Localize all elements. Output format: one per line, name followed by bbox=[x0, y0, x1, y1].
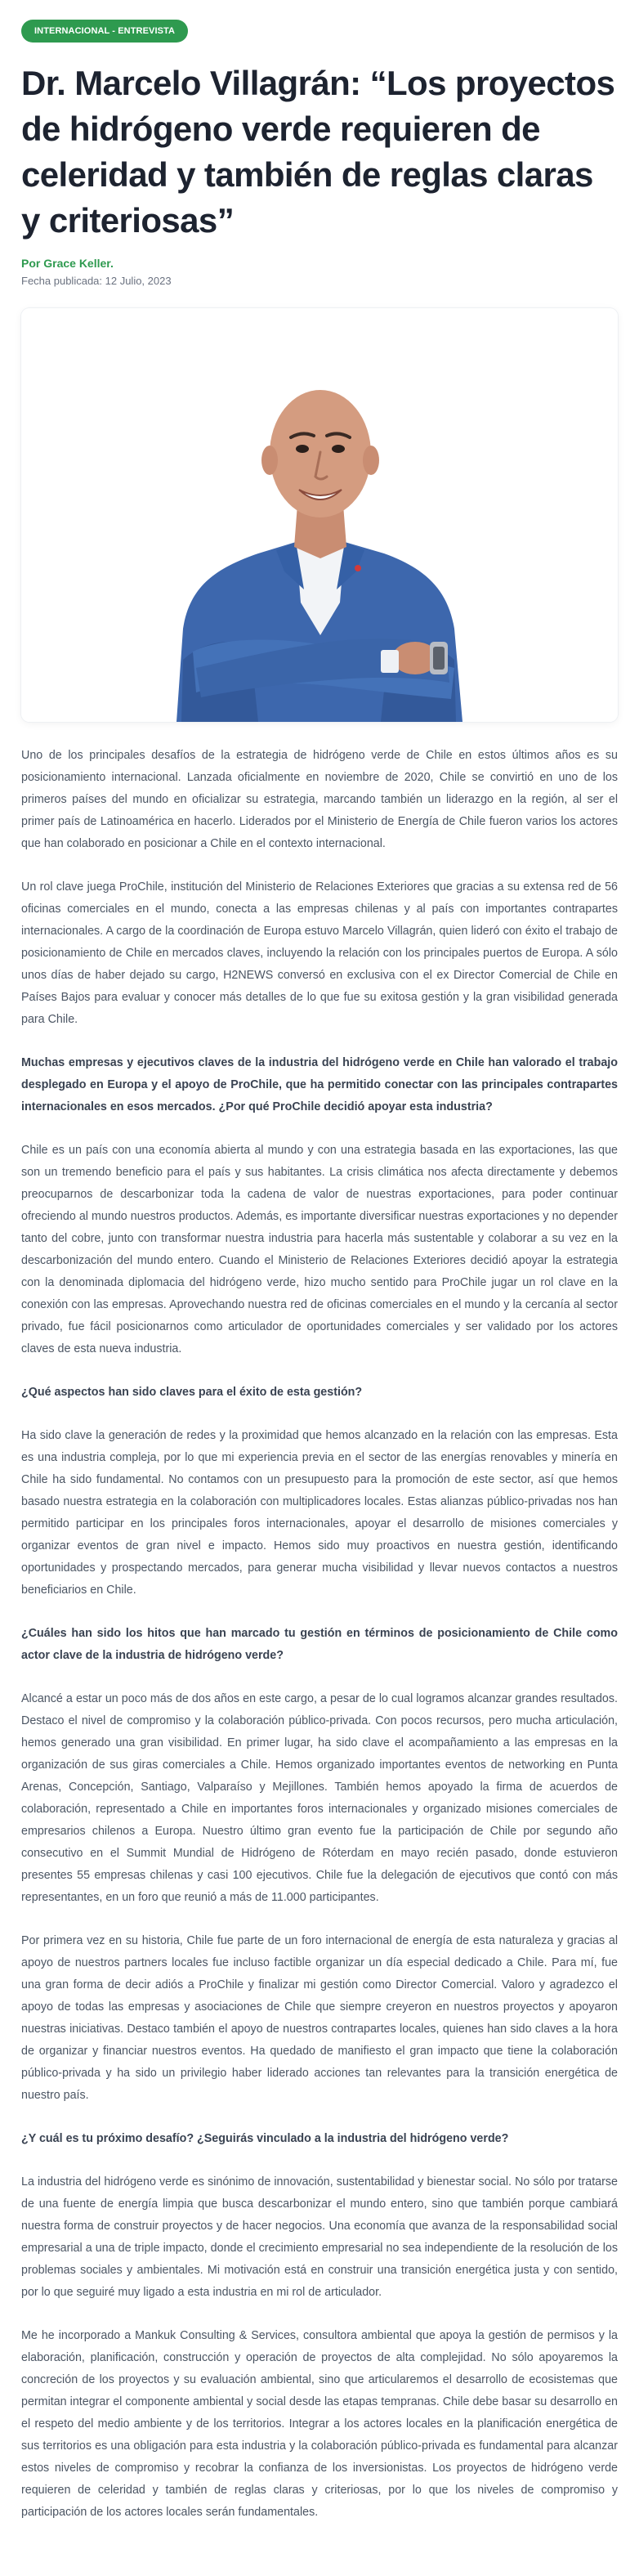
body-paragraph: Alcancé a estar un poco más de dos años en este cargo, a pesar de lo cual logramos alcanzar grandes resultados. Destaco el nivel de compromiso y la colaboración público-privada. Con pocos recursos, pero mucha articulación, hemos generado una gran visibilidad. En primer lugar, ha sido clave el acompañamiento a las empresas en la organización de sus giras comerciales a Chile. Hemos organizado importantes eventos de networking en Punta Arenas, Concepción, Santiago, Valparaíso y Mejillones. También hemos apoyado la firma de acuerdos de colaboración, representado a Chile en importantes foros internacionales y organizado misiones comerciales de empresarios chilenos a Europa. Nuestro último gran evento fue la participación de Chile por segundo año consecutivo en el Summit Mundial de Hidrógeno de Róterdam en mayo recién pasado, donde estuvieron presentes 55 empresas chilenas y casi 100 ejecutivos. Chile fue la delegación de ejecutivos que contó con más representantes, en un foro que reunió a más de 11.000 participantes. bbox=[21, 1692, 618, 1904]
article-title: Dr. Marcelo Villagrán: “Los proyectos de hidrógeno verde requieren de celeridad y también de reglas claras y criteriosas” bbox=[21, 64, 615, 240]
body-paragraph: Chile es un país con una economía abierta al mundo y con una estrategia basada en las exportaciones, las que son un tremendo beneficio para el país y sus habitantes. La crisis climática nos afecta directamente y debemos preocuparnos de descarbonizar toda la cadena de valor de nuestras exportaciones, para poder continuar ofreciendo al mundo nuestros productos. Además, es importante diversificar nuestras exportaciones y no depender tanto del cobre, junto con transformar nuestra industria para hacerla más sustentable y colaborar a su vez en la descarbonización del mundo entero. Cuando el Ministerio de Relaciones Exteriores decidió apoyar la estrategia con la denominada diplomacia del hidrógeno verde, hizo mucho sentido para ProChile jugar un rol clave en la conexión con las empresas. Aprovechando nuestra red de oficinas comerciales en el mundo y la cercanía al sector privado, fue fácil posicionarnos como articulador de oportunidades comerciales y ser validado por los actores claves de esta nueva industria. bbox=[21, 1144, 618, 1355]
body-paragraph: Por primera vez en su historia, Chile fue parte de un foro internacional de energía de esta naturaleza y gracias al apoyo de nuestros partners locales fue incluso factible organizar un día especial dedicado a Chile. Para mí, fue una gran forma de decir adiós a ProChile y finalizar mi gestión como Director Comercial. Valoro y agradezco el apoyo de todas las empresas y asociaciones de Chile que siempre creyeron en nuestros proyectos y apoyaron nuestras iniciativas. Destaco también el apoyo de nuestros contrapartes locales, quienes han sido claves a la hora de organizar y financiar nuestros eventos. Ha quedado de manifiesto el gran impacto que tiene la colaboración público-privada y ha sido un privilegio haber liderado acciones tan relevantes para la transición energética de nuestro país. bbox=[21, 1934, 618, 2102]
body-paragraph: Uno de los principales desafíos de la estrategia de hidrógeno verde de Chile en estos últimos años es su posicionamiento internacional. Lanzada oficialmente en noviembre de 2020, Chile se convirtió en uno de los primeros países del mundo en oficializar su estrategia, marcando también un liderazgo en la región, al ser el primer país de Latinoamérica en hacerlo. Liderados por el Ministerio de Energía de Chile fueron varios los actores que han colaborado en posicionar a Chile en el contexto internacional. bbox=[21, 749, 618, 850]
body-paragraph: Me he incorporado a Mankuk Consulting & Services, consultora ambiental que apoya la gestión de permisos y la elaboración, planificación, construcción y operación de proyectos de alta complejidad. No sólo apoyaremos la concreción de los proyectos y su evaluación ambiental, sino que articularemos el desarrollo de ecosistemas que permitan integrar el componente ambiental y social desde las etapas tempranas. Chile debe basar su desarrollo en el respeto del medio ambiente y de los territorios. Integrar a los actores locales en la planificación energética de sus territorios es una obligación para esta industria y la colaboración público-privada es fundamental para alcanzar estos niveles de compromiso y recobrar la confianza de los inversionistas. Los proyectos de hidrógeno verde requieren de celeridad y también de reglas claras y criteriosas, por lo que los niveles de compromiso y participación de los actores locales serán fundamentales. bbox=[21, 2329, 618, 2519]
category-tag[interactable]: INTERNACIONAL - ENTREVISTA bbox=[21, 20, 188, 43]
portrait-illustration bbox=[21, 308, 618, 722]
publish-date: Fecha publicada: 12 Julio, 2023 bbox=[21, 275, 172, 287]
interview-question: ¿Y cuál es tu próximo desafío? ¿Seguirás vinculado a la industria del hidrógeno verde? bbox=[21, 2132, 509, 2145]
interview-question: Muchas empresas y ejecutivos claves de la industria del hidrógeno verde en Chile han valorado el trabajo desplegado en Europa y el apoyo de ProChile, que ha permitido conectar con las principales contrapartes internacionales en esos mercados. ¿Por qué ProChile decidió apoyar esta industria? bbox=[21, 1056, 618, 1113]
body-paragraph: La industria del hidrógeno verde es sinónimo de innovación, sustentabilidad y bienestar social. No sólo por tratarse de una fuente de energía limpia que busca descarbonizar el mundo entero, sino que también porque cambiará nuestra forma de construir proyectos y de hacer negocios. Una economía que avanza de la responsabilidad social empresarial a una de triple impacto, donde el crecimiento empresarial no sea independiente de la resolución de los problemas sociales y ambientales. Mi motivación está en construir una transición energética justa y con sentido, por lo que seguiré muy ligado a esta industria en mi rol de articulador. bbox=[21, 2175, 618, 2299]
article-author[interactable]: Por Grace Keller. bbox=[21, 257, 114, 270]
interviewee-portrait-photo bbox=[21, 308, 618, 722]
article-body bbox=[21, 745, 618, 2524]
interview-question: ¿Qué aspectos han sido claves para el éxito de esta gestión? bbox=[21, 1386, 363, 1399]
body-paragraph: Un rol clave juega ProChile, institución del Ministerio de Relaciones Exteriores que gracias a su extensa red de 56 oficinas comerciales en el mundo, conecta a las empresas chilenas y al país con importantes contrapartes internacionales. A cargo de la coordinación de Europa estuvo Marcelo Villagrán, quien lideró con éxito el trabajo de posicionamiento de Chile en mercados claves, incluyendo la relación con los principales puertos de Europa. A sólo unos días de haber dejado su cargo, H2NEWS conversó en exclusiva con el ex Director Comercial de Chile en Países Bajos para evaluar y conocer más detalles de lo que fue su exitosa gestión y la gran visibilidad generada para Chile. bbox=[21, 880, 618, 1026]
interview-question: ¿Cuáles han sido los hitos que han marcado tu gestión en términos de posicionamiento de Chile como actor clave de la industria de hidrógeno verde? bbox=[21, 1627, 618, 1662]
body-paragraph: Ha sido clave la generación de redes y la proximidad que hemos alcanzado en la relación con las empresas. Esta es una industria compleja, por lo que mi experiencia previa en el sector de las energías renovables y minería en Chile ha sido fundamental. No contamos con un presupuesto para la promoción de este sector, así que hemos basado nuestra estrategia en la colaboración con multiplicadores locales. Estas alianzas público-privadas nos han permitido participar en los principales foros internacionales, apoyar el desarrollo de misiones comerciales y organizar eventos de gran nivel e impacto. Hemos sido muy proactivos en nuestra gestión, identificando oportunidades y prospectando mercados, para generar mucha visibilidad y llevar nuevos contactos a nuestros beneficiarios en Chile. bbox=[21, 1429, 618, 1597]
